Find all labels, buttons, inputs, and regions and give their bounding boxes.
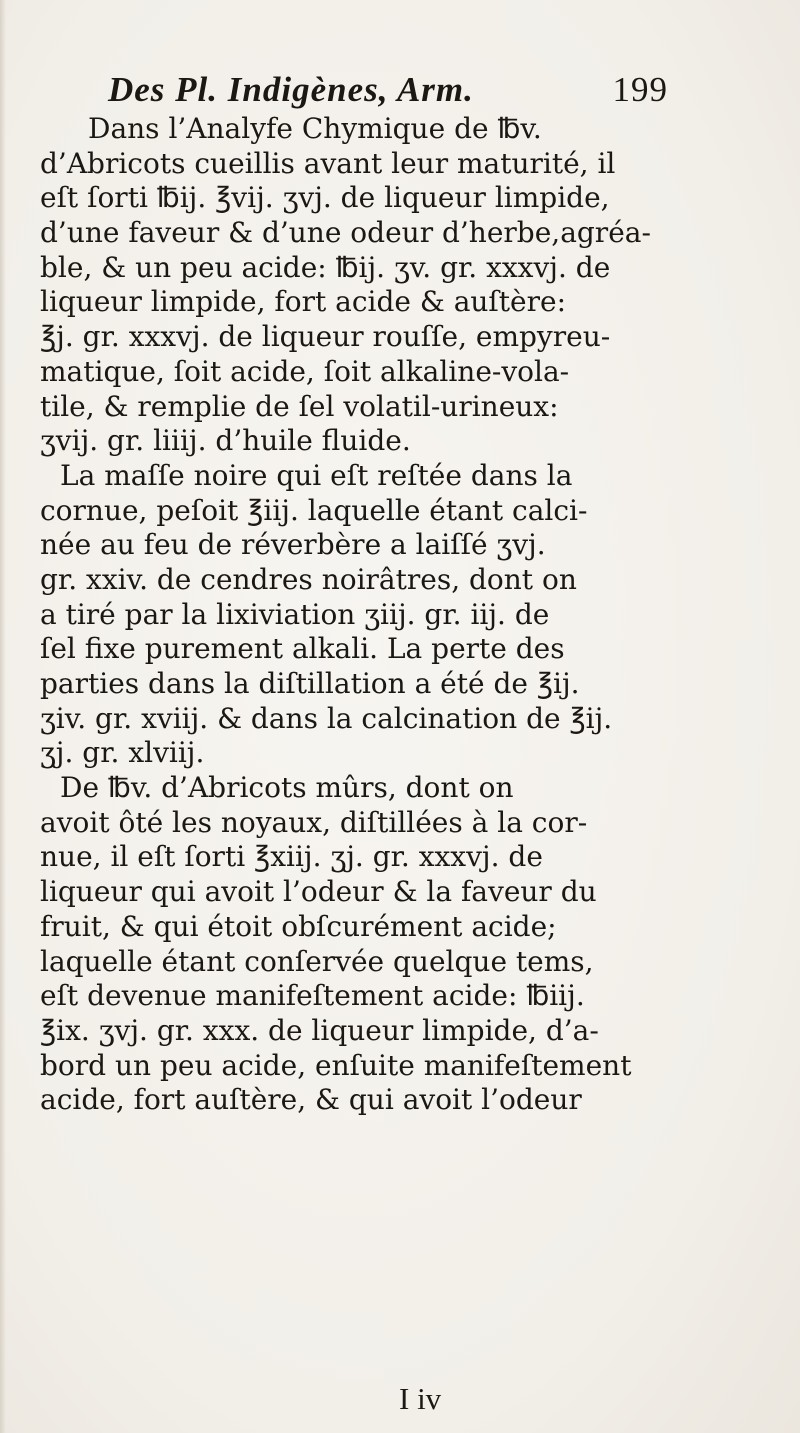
paragraph-line: née au feu de réverbère a laiſſé ʒvj. — [40, 528, 546, 562]
paragraph-line: parties dans la diſtillation a été de ℥ij. — [40, 667, 580, 700]
paragraph-line: gr. xxiv. de cendres noirâtres, dont on — [40, 562, 577, 596]
paragraph-line: liqueur limpide, fort acide & auſtère: — [40, 285, 566, 319]
paragraph-line: nue, il eſt ſorti ℥xiij. ʒj. gr. xxxvj. de — [40, 840, 543, 874]
paragraph-line: liqueur qui avoit l’odeur & la faveur du — [40, 875, 597, 909]
paragraph-line: ble, & un peu acide: ℔ij. ʒv. gr. xxxvj. de — [40, 250, 611, 284]
paragraph-line: ʒiv. gr. xviij. & dans la calcination de ℥ij. — [40, 701, 613, 735]
page-edge-shadow — [0, 0, 6, 1433]
running-title: Des Pl. Indigènes, Arm. — [108, 70, 474, 109]
paragraph-line: laquelle étant conſervée quelque tems, — [40, 944, 594, 978]
paragraph-line: ʒvij. gr. liiij. d’huile fluide. — [40, 424, 411, 458]
paragraph-line: cornue, peſoit ℥iij. laquelle étant calci- — [40, 493, 588, 527]
paragraph-line: ʒj. gr. xlviij. — [40, 736, 205, 770]
paragraph-line: d’Abricots cueillis avant leur maturité, il — [40, 146, 616, 180]
paragraph-line: d’une faveur & d’une odeur d’herbe,agréa- — [40, 216, 651, 250]
paragraph-line: eſt devenue manifeſtement acide: ℔iij. — [40, 979, 585, 1013]
paragraph-line: eſt ſorti ℔ij. ℥vij. ʒvj. de liqueur limpide, — [40, 181, 610, 215]
paragraph-line: De ℔v. d’Abricots mûrs, dont on — [60, 771, 514, 805]
page-number: 199 — [612, 70, 668, 109]
paragraph-line: ℥ix. ʒvj. gr. xxx. de liqueur limpide, d’a- — [40, 1013, 599, 1047]
running-head — [108, 70, 668, 114]
paragraph-line: bord un peu acide, enſuite manifeſtement — [40, 1048, 632, 1082]
paragraph-line: La maſſe noire qui eſt reſtée dans la — [60, 458, 573, 492]
paragraph-line: a tiré par la lixiviation ʒiij. gr. iij. de — [40, 597, 550, 631]
paragraph-line: ℥j. gr. xxxvj. de liqueur rouſſe, empyreu- — [40, 320, 611, 354]
paragraph-line: ſel fixe purement alkali. La perte des — [40, 632, 565, 666]
signature-mark: I iv — [399, 1381, 442, 1416]
paragraph-line: matique, ſoit acide, ſoit alkaline-vola- — [40, 354, 570, 388]
paragraph-line: acide, fort auſtère, & qui avoit l’odeur — [40, 1083, 582, 1117]
paragraph-line: avoit ôté les noyaux, diſtillées à la cor- — [40, 805, 588, 839]
paragraph-line: tile, & remplie de ſel volatil-urineux: — [40, 389, 559, 423]
paragraph-line: Dans l’Analyfe Chymique de ℔v. — [88, 112, 542, 145]
body-text — [40, 112, 760, 1118]
paragraph-line: fruit, & qui étoit obſcurément acide; — [40, 909, 557, 943]
